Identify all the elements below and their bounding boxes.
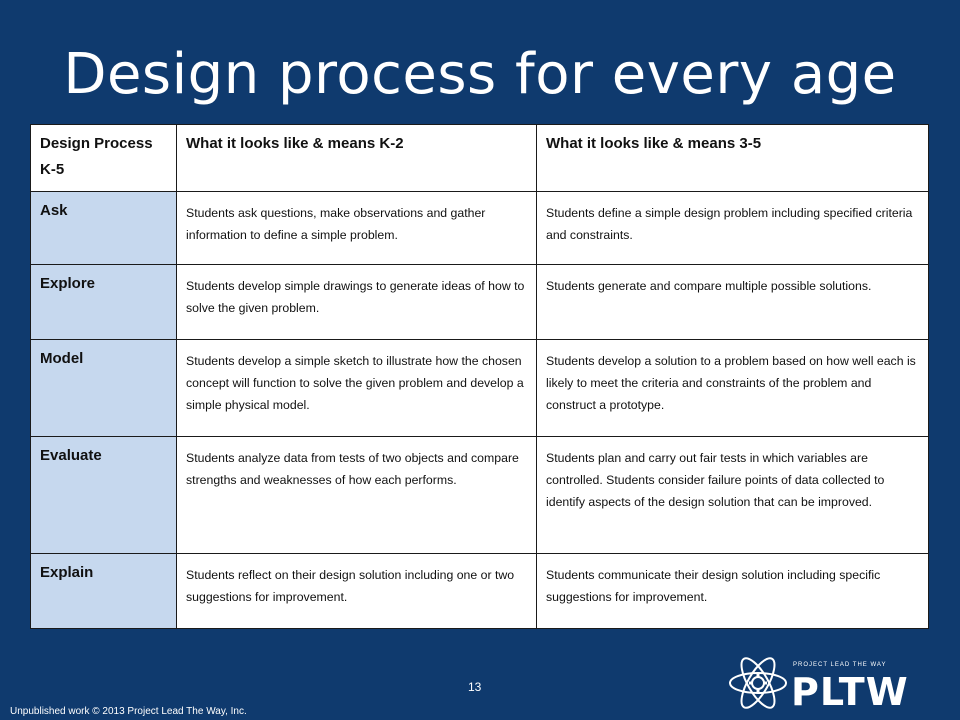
step-evaluate: Evaluate: [31, 437, 177, 554]
grade-3-5-description: Students generate and compare multiple possible solutions.: [537, 265, 929, 340]
table-row: [31, 437, 929, 554]
header-k2: What it looks like & means K-2: [177, 125, 537, 192]
step-model: Model: [31, 340, 177, 437]
table-row: [31, 265, 929, 340]
step-ask: Ask: [31, 192, 177, 265]
k2-description: Students develop a simple sketch to illustrate how the chosen concept will function to solve the given problem and develop a simple physical model.: [177, 340, 537, 437]
slide-title: Design process for every age: [63, 42, 897, 107]
grade-3-5-description: Students define a simple design problem including specified criteria and constraints.: [537, 192, 929, 265]
atom-gear-icon: [727, 650, 789, 716]
k2-description: Students analyze data from tests of two objects and compare strengths and weaknesses of how each performs.: [177, 437, 537, 554]
header-3-5: What it looks like & means 3-5: [537, 125, 929, 192]
copyright-notice: Unpublished work © 2013 Project Lead The Way, Inc.: [10, 706, 247, 717]
logo-wordmark: PLTW: [791, 670, 909, 714]
step-explain: Explain: [31, 554, 177, 629]
table-header-row: [31, 125, 929, 192]
logo-tagline: PROJECT LEAD THE WAY: [793, 662, 887, 668]
page-number: 13: [468, 680, 482, 694]
step-explore: Explore: [31, 265, 177, 340]
grade-3-5-description: Students develop a solution to a problem based on how well each is likely to meet the criteria and constraints of the problem and construct a prototype.: [537, 340, 929, 437]
table-row: [31, 340, 929, 437]
pltw-logo: [727, 648, 927, 718]
table-row: [31, 554, 929, 629]
k2-description: Students develop simple drawings to generate ideas of how to solve the given problem.: [177, 265, 537, 340]
k2-description: Students reflect on their design solution including one or two suggestions for improvement.: [177, 554, 537, 629]
design-process-table: [30, 124, 929, 629]
grade-3-5-description: Students communicate their design solution including specific suggestions for improvement.: [537, 554, 929, 629]
header-design-process: Design Process K-5: [31, 125, 177, 192]
grade-3-5-description: Students plan and carry out fair tests in which variables are controlled. Students consider failure points of data collected to identify aspects of the design solution that can be improved.: [537, 437, 929, 554]
table-row: [31, 192, 929, 265]
k2-description: Students ask questions, make observations and gather information to define a simple problem.: [177, 192, 537, 265]
